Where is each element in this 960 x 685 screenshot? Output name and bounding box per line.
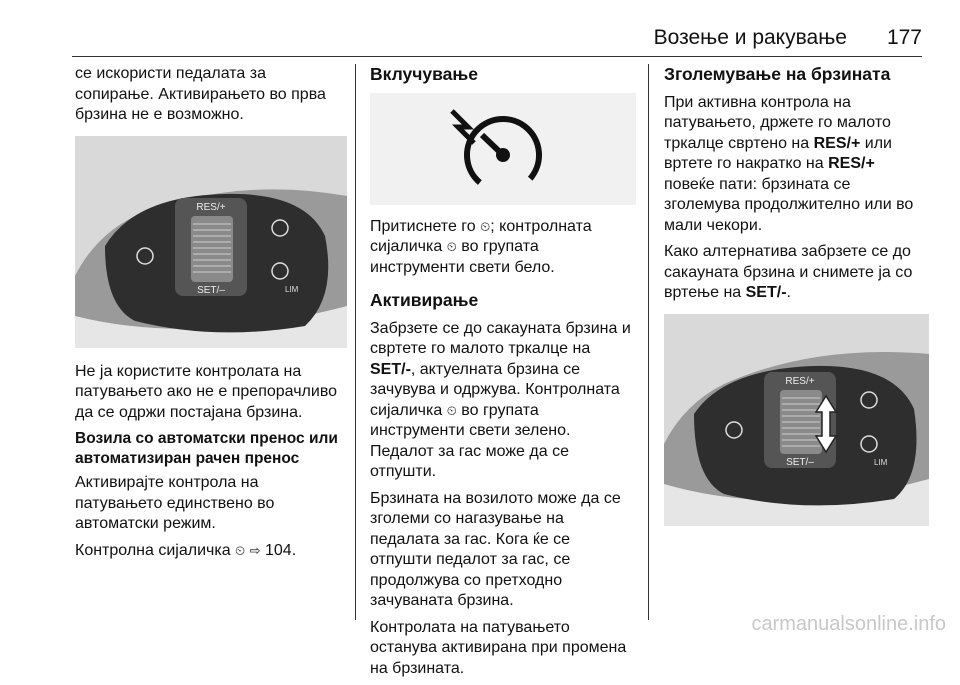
steering-wheel-controls-photo xyxy=(75,136,347,348)
column-3: Зголемување на брзината При активна контрола на патувањето, држете го малото тркалце свртено на RES/+ или вртете го накратко на RES/+ повеќе пати: брзината се зголемува продолжително или во мали чекори. Како алтернатива забрзете се до сакаyната брзина и снимете ја со вртење на SET/-. RES/+ SET/– LIM xyxy=(664,64,929,526)
cruise-lamp-icon: ⏲ xyxy=(446,402,457,418)
set-label: SET/– xyxy=(197,284,225,296)
section-title: Вклучување xyxy=(370,64,478,84)
page-number: 177 xyxy=(886,26,922,49)
column-divider xyxy=(355,64,356,620)
reference-text: Контролна сијаличка ⏲ ⇨ 104. xyxy=(75,541,297,559)
lim-label: LIM xyxy=(285,284,299,294)
cruise-lamp-icon: ⏲ xyxy=(235,542,246,558)
section-title: Зголемување на брзината xyxy=(664,64,891,84)
cruise-control-symbol-figure xyxy=(370,93,636,205)
page-header xyxy=(654,26,922,50)
section-heading: Возила со автоматски пренос или автоматизиран рачен пренос xyxy=(75,430,338,467)
header-rule xyxy=(72,56,922,57)
paragraph: Контролата на патувањето останува активирана при промена на брзината. xyxy=(370,618,627,677)
cruise-lamp-icon: ⏲ xyxy=(480,218,491,234)
column-divider xyxy=(648,64,649,620)
set-label: SET/– xyxy=(786,456,814,468)
column-1 xyxy=(75,64,347,567)
watermark: carmanualsonline.info xyxy=(751,613,946,635)
lim-label: LIM xyxy=(874,457,888,467)
res-label: RES/+ xyxy=(785,375,815,387)
cruise-lamp-icon: ⏲ xyxy=(446,239,457,254)
intro-text: се искористи педалата за сопирање. Активирањето во прва брзина не е возможно. xyxy=(75,65,326,123)
auto-text: Активирајте контрола на патувањето единствено во автоматски режим. xyxy=(75,474,275,532)
steering-wheel-resume-photo xyxy=(664,314,929,526)
column-2: Вклучување Притиснете го ⏲; контролната сијаличка ⏲ во групата инструменти свети бело. Активирање Забрзете се до сакаyната брзина и свртете го малото тркалце на SET/-, актуелната брзина се зачувува и одржува. Контролната сијаличка ⏲ во групата инструменти свети зелено. Педалот за гас може да се отпушти. Брзината на возилото може да се зголеми со нагазување на педалата за гас. Кога ќе се отпушти педалот за гас, се продолжува со претходно зачуваната брзина. Контролата на патувањето останува активирана при промена на брзината. xyxy=(370,64,636,685)
res-label: RES/+ xyxy=(196,201,226,213)
warning-text: Не ја користите контролата на патувањето ако не е препорачливо да се одржи постајана брзина. xyxy=(75,362,338,421)
subsection-title: Активирање xyxy=(370,290,479,310)
header-title: Возење и ракување xyxy=(653,26,847,49)
reference-arrow-icon: ⇨ xyxy=(249,542,261,558)
paragraph: Брзината на возилото може да се зголеми со нагазување на педалата за гас. Кога ќе се отпушти педалот за гас, се продолжува со претходно зачуваната брзина. xyxy=(370,489,621,609)
